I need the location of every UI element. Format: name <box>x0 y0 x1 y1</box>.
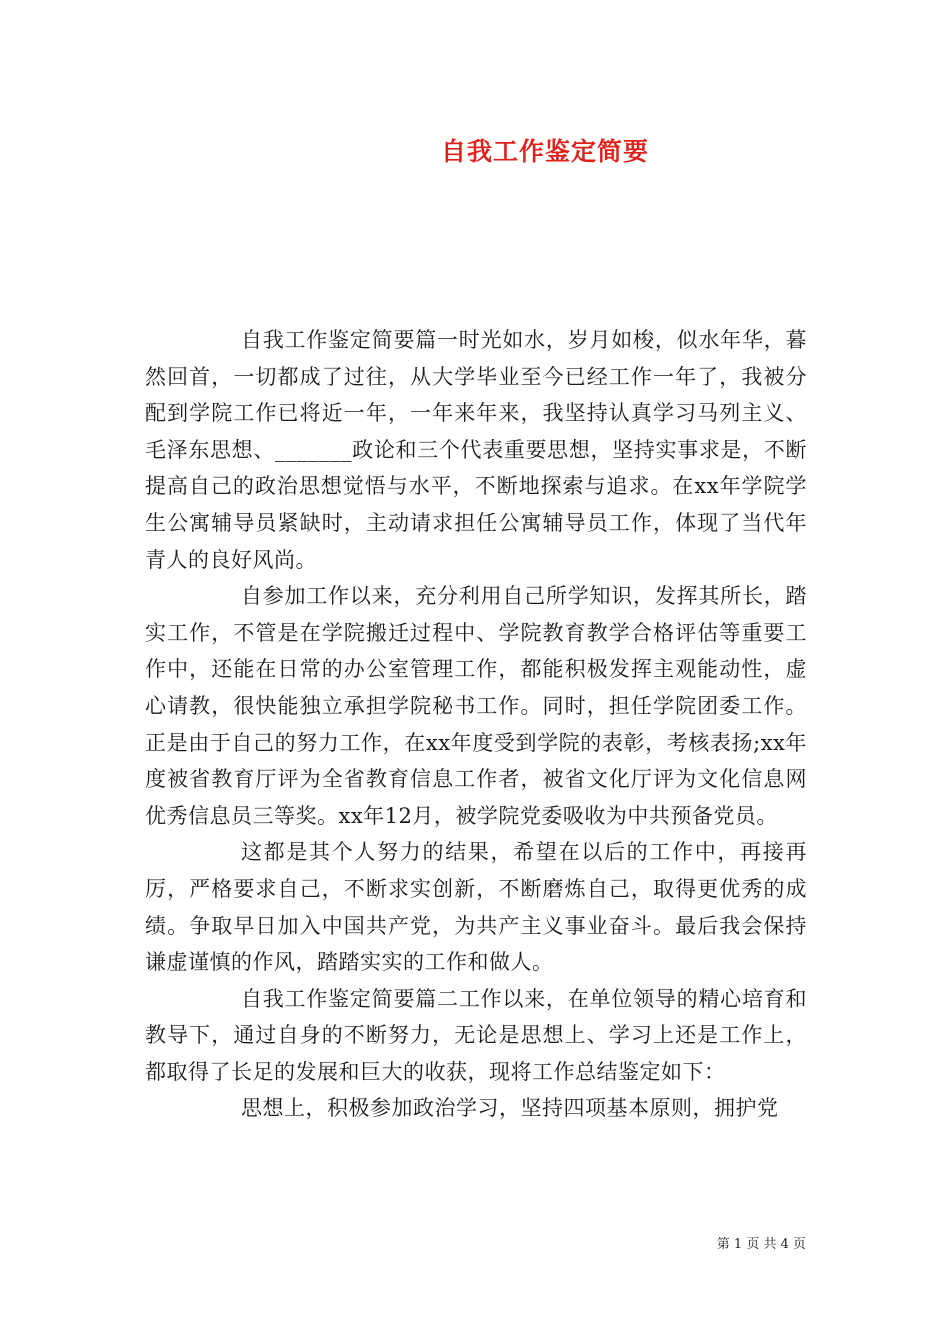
paragraph: 自参加工作以来，充分利用自己所学知识，发挥其所长，踏实工作，不管是在学院搬迁过程中、学院教育教学合格评估等重要工作中，还能在日常的办公室管理工作，都能积极发挥主观能动性，虚心请教，很快能独立承担学院秘书工作。同时，担任学院团委工作。正是由于自己的努力工作，在xx年度受到学院的表彰，考核表扬;xx年度被省教育厅评为全省教育信息工作者，被省文化厅评为文化信息网优秀信息员三等奖。xx年12月，被学院党委吸收为中共预备党员。 <box>145 584 807 828</box>
paragraph: 这都是其个人努力的结果，希望在以后的工作中，再接再厉，严格要求自己，不断求实创新，不断磨炼自己，取得更优秀的成绩。争取早日加入中国共产党，为共产主义事业奋斗。最后我会保持谦虚谨慎的作风，踏踏实实的工作和做人。 <box>145 840 807 975</box>
paragraph: 自我工作鉴定简要篇二工作以来，在单位领导的精心培育和教导下，通过自身的不断努力，无论是思想上、学习上还是工作上，都取得了长足的发展和巨大的收获，现将工作总结鉴定如下： <box>145 986 807 1084</box>
page-number-footer: 第 1 页 共 4 页 <box>716 1237 806 1252</box>
paragraph: 自我工作鉴定简要篇一时光如水，岁月如梭，似水年华，暮然回首，一切都成了过往，从大学毕业至今已经工作一年了，我被分配到学院工作已将近一年，一年来年来，我坚持认真学习马列主义、毛泽东思想、_______政论和三个代表重要思想，坚持实事求是，不断提高自己的政治思想觉悟与水平，不断地探索与追求。在xx年学院学生公寓辅导员紧缺时，主动请求担任公寓辅导员工作，体现了当代年青人的良好风尚。 <box>145 328 807 572</box>
paragraph: 思想上，积极参加政治学习，坚持四项基本原则，拥护党 <box>241 1096 779 1121</box>
document-body <box>145 322 807 1127</box>
document-title: 自我工作鉴定简要 <box>440 137 649 166</box>
